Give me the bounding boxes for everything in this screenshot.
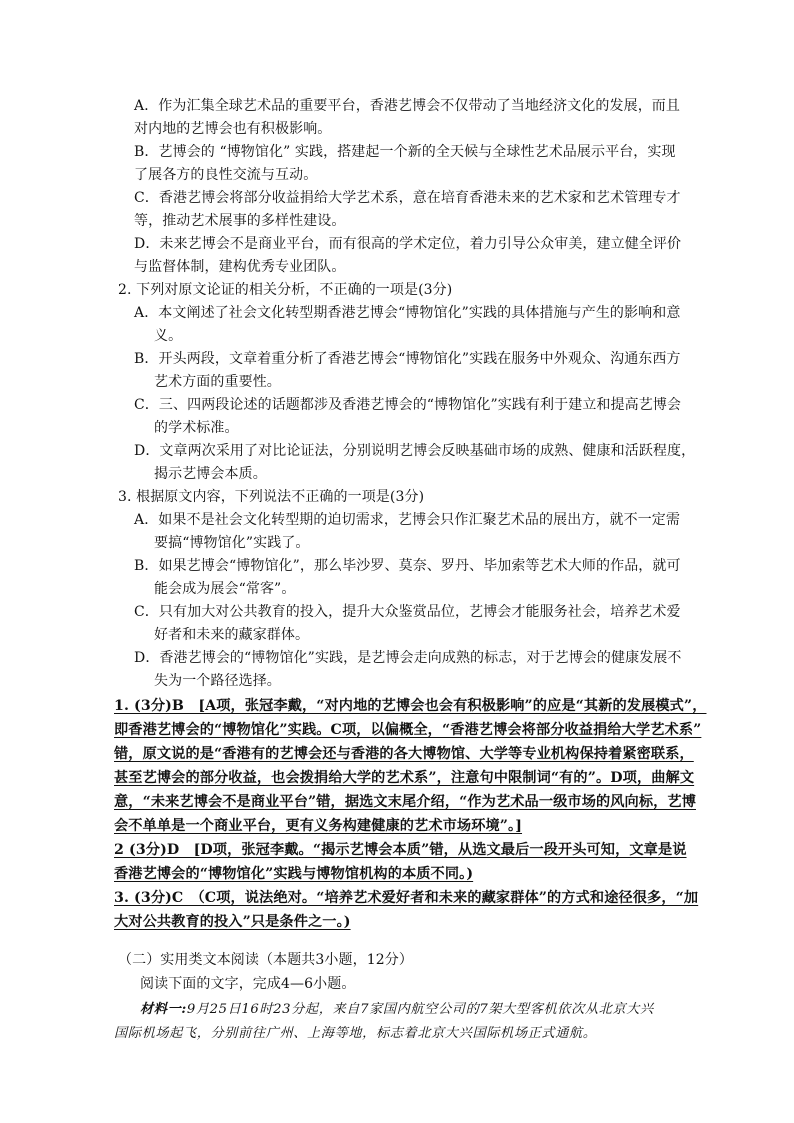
q2-option-b-line1: B．开头两段，文章着重分析了香港艺博会“博物馆化”实践在服务中外观众、沟通东西方 [134,351,681,367]
q1-option-b-line2: 了展各方的良性交流与互动。 [134,167,318,183]
q3-option-b-line2: 能会成为展会“常客”。 [154,581,296,597]
q3-option-a-line1: A．如果不是社会文化转型期的迫切需求，艺博会只作汇聚艺术品的展出方，就不一定需 [134,512,681,528]
answer-2-line1: 2 (3分)D [D项，张冠李戴。“揭示艺博会本质”错，从选文最后一段开头可知，文章是说 [114,842,687,858]
q2-option-b-line2: 艺术方面的重要性。 [154,374,281,390]
answer-1-line1: 1. (3分)B [A项，张冠李戴，“对内地的艺博会也会有积极影响”的应是“其新的发展模式”， [114,698,707,714]
q1-option-a-line1: A．作为汇集全球艺术品的重要平台，香港艺博会不仅带动了当地经济文化的发展，而且 [134,98,681,114]
section-2-heading: （二）实用类文本阅读（本题共3小题，12分） [118,952,413,968]
q2-stem: 2. 下列对原文论证的相关分析，不正确的一项是(3分) [118,282,453,298]
q2-option-c-line2: 的学术标准。 [154,420,239,436]
answer-3-line2: 大对公共教育的投入”只是条件之一。) [114,914,351,930]
material-1-line2: 国际机场起飞，分别前往广州、上海等地，标志着北京大兴国际机场正式通航。 [114,1026,597,1041]
q1-option-c-line2: 等，推动艺术展事的多样性建设。 [134,213,346,229]
q3-stem: 3. 根据原文内容，下列说法不正确的一项是(3分) [118,489,425,505]
q2-option-d-line2: 揭示艺博会本质。 [154,466,267,482]
answer-3-line1: 3. (3分)C （C项，说法绝对。“培养艺术爱好者和未来的藏家群体”的方式和途径很多，“加 [114,890,699,906]
material-1-text: 9月25日16时23分起，来自7家国内航空公司的7架大型客机依次从北京大兴 [186,1002,654,1017]
answer-1-line4: 甚至艺博会的部分收益，也会拨捐给大学的艺术系”，注意句中限制词“有的”。D项，曲解文 [114,770,695,786]
q3-option-c-line2: 好者和未来的藏家群体。 [154,627,310,643]
q1-option-d-line2: 与监督体制，建构优秀专业团队。 [134,259,346,275]
q1-option-a-line2: 对内地的艺博会也有积极影响。 [134,121,332,137]
q3-option-d-line2: 失为一个路径选择。 [154,673,281,689]
q2-option-a-line1: A．本文阐述了社会文化转型期香港艺博会“博物馆化”实践的具体措施与产生的影响和意 [134,305,681,321]
answer-1-line5: 意，“未来艺博会不是商业平台”错，据选文末尾介绍，“作为艺术品一级市场的风向标，艺博 [114,794,696,810]
answer-1-line2: 即香港艺博会的“博物馆化”实践。C项，以偏概全，“香港艺博会将部分收益捐给大学艺术系” [114,722,702,738]
q3-option-b-line1: B．如果艺博会“博物馆化”，那么毕沙罗、莫奈、罗丹、毕加索等艺术大师的作品，就可 [134,558,681,574]
q3-option-d-line1: D．香港艺博会的“博物馆化”实践，是艺博会走向成熟的标志，对于艺博会的健康发展不 [134,650,682,666]
material-1-line1 [140,1000,654,1020]
section-2-instruction: 阅读下面的文字，完成4—6小题。 [140,976,356,992]
q2-option-c-line1: C．三、四两段论述的话题都涉及香港艺博会的“博物馆化”实践有利于建立和提高艺博会 [134,397,682,413]
material-1-label: 材料一: [140,1002,187,1017]
answer-2-line2: 香港艺博会的“博物馆化”实践与博物馆机构的本质不同。) [114,866,474,882]
q1-option-b-line1: B．艺博会的 “博物馆化” 实践，搭建起一个新的全天候与全球性艺术品展示平台，实现 [134,144,676,160]
q3-option-c-line1: C．只有加大对公共教育的投入，提升大众鉴赏品位，艺博会才能服务社会，培养艺术爱 [134,604,681,620]
answer-1-line3: 错，原文说的是“香港有的艺博会还与香港的各大博物馆、大学等专业机构保持着紧密联系， [114,746,694,762]
answer-1-line6: 会不单单是一个商业平台，更有义务构建健康的艺术市场环境”。] [114,818,523,834]
q3-option-a-line2: 要搞“博物馆化”实践了。 [154,535,310,551]
q2-option-a-line2: 义。 [154,328,183,344]
q2-option-d-line1: D．文章两次采用了对比论证法，分别说明艺博会反映基础市场的成熟、健康和活跃程度， [134,443,696,459]
q1-option-c-line1: C．香港艺博会将部分收益捐给大学艺术系，意在培育香港未来的艺术家和艺术管理专才 [134,190,681,206]
q1-option-d-line1: D．未来艺博会不是商业平台，而有很高的学术定位，着力引导公众审美，建立健全评价 [134,236,682,252]
